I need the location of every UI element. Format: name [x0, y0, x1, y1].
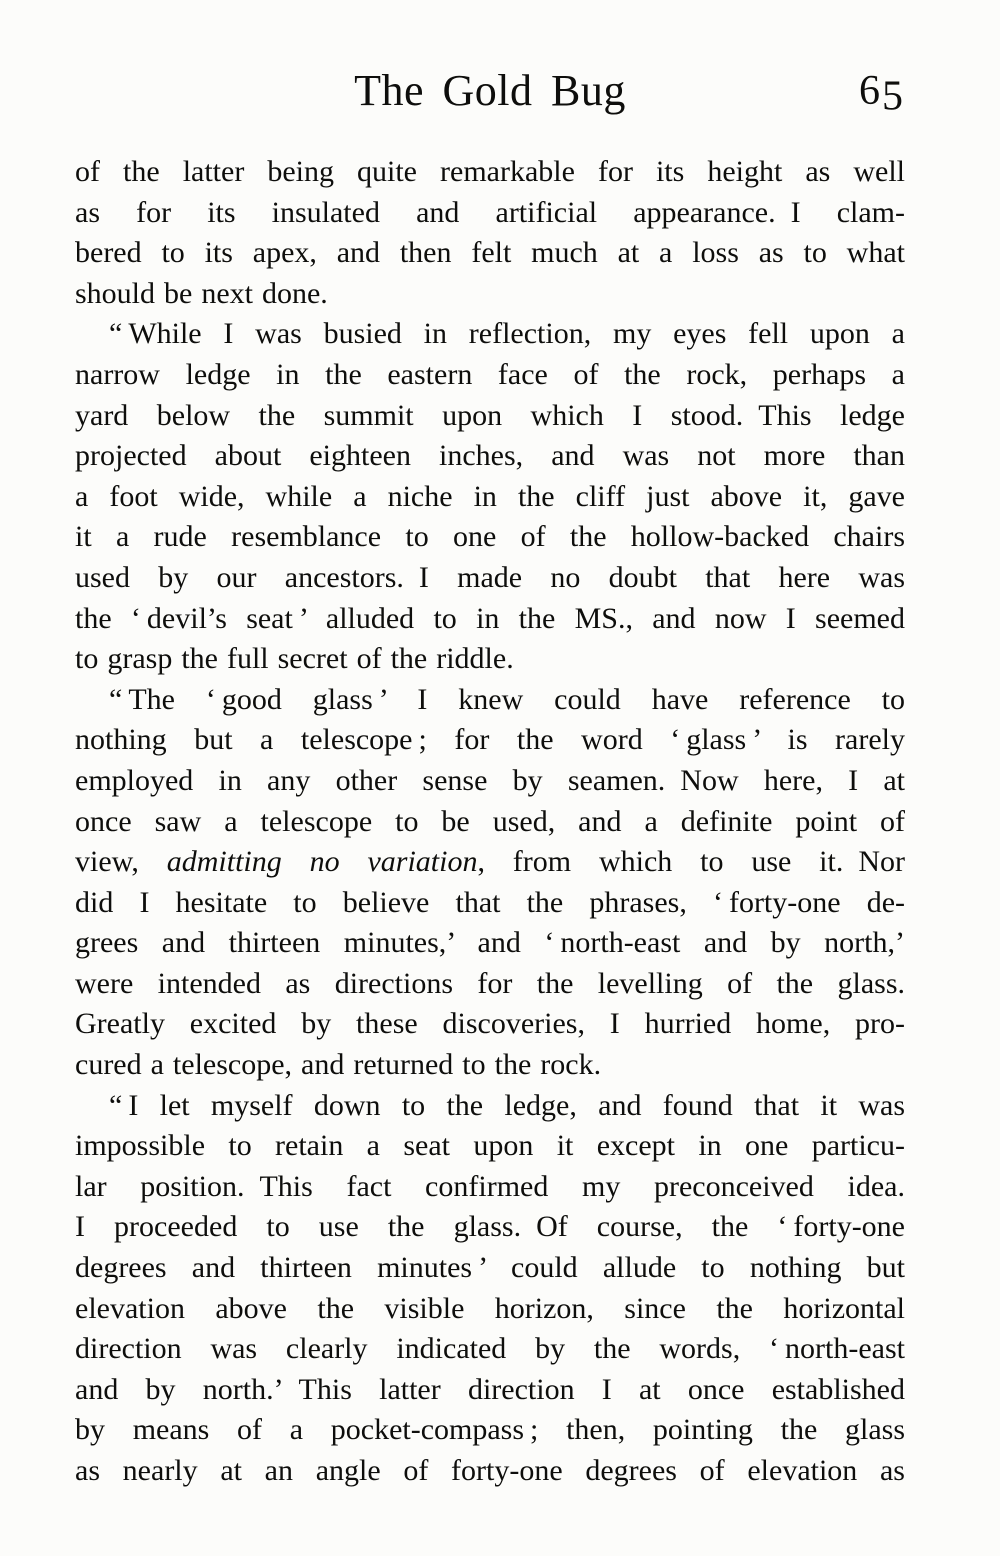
text-segment: by means of a pocket-compass ; then, pointing the glass — [75, 1413, 905, 1447]
text-line — [75, 1045, 905, 1086]
text-segment: the ‘ devil’s seat ’ alluded to in the MS., and now I seemed — [75, 601, 905, 635]
text-segment: as nearly at an angle of forty-one degrees of elevation as — [75, 1454, 905, 1487]
page-number — [859, 62, 905, 120]
paragraph — [75, 680, 905, 1086]
page-number-digit: 5 — [882, 73, 905, 120]
text-segment: to grasp the full secret of the riddle. — [75, 642, 514, 676]
text-line — [75, 1289, 905, 1330]
text-segment: lar position. This fact confirmed my preconceived idea. — [75, 1169, 905, 1203]
text-segment: and by north.’ This latter direction I at once established — [75, 1372, 905, 1406]
text-line — [75, 314, 905, 355]
text-segment: narrow ledge in the eastern face of the rock, perhaps a — [75, 357, 905, 391]
italic-phrase: admitting no variation — [166, 845, 478, 879]
text-segment: as for its insulated and artificial appearance. I clam- — [75, 195, 905, 229]
text-segment: a foot wide, while a niche in the cliff just above it, gave — [75, 479, 905, 513]
text-segment: direction was clearly indicated by the words, ‘ north-east — [75, 1332, 905, 1366]
text-segment: of the latter being quite remarkable for its height as well — [75, 155, 905, 188]
text-segment: were intended as directions for the levelling of the glass. — [75, 966, 905, 1000]
paragraph — [75, 152, 905, 314]
text-segment: yard below the summit upon which I stood. This ledge — [75, 398, 905, 432]
text-line — [75, 274, 905, 315]
page-header — [75, 0, 905, 120]
text-line — [75, 193, 905, 234]
text-line — [75, 1086, 905, 1127]
text-segment: Greatly excited by these discoveries, I hurried home, pro- — [75, 1007, 905, 1041]
text-line — [75, 1370, 905, 1411]
text-line — [75, 964, 905, 1005]
text-segment: cured a telescope, and returned to the rock. — [75, 1048, 602, 1082]
text-line — [75, 1248, 905, 1289]
text-line — [75, 355, 905, 396]
text-line — [75, 802, 905, 843]
text-line — [75, 1167, 905, 1208]
text-segment: , from which to use it. Nor — [477, 845, 905, 879]
text-segment: once saw a telescope to be used, and a definite point of — [75, 804, 905, 838]
text-segment: nothing but a telescope ; for the word ‘ glass ’ is rarely — [75, 723, 905, 757]
text-segment: I proceeded to use the glass. Of course, the ‘ forty-one — [75, 1210, 905, 1244]
text-segment: degrees and thirteen minutes ’ could allude to nothing but — [75, 1251, 905, 1285]
text-line — [75, 1329, 905, 1370]
text-line — [75, 233, 905, 274]
paragraph — [75, 1086, 905, 1492]
text-line — [75, 517, 905, 558]
text-segment: “ While I was busied in reflection, my eyes fell upon a — [109, 317, 905, 351]
text-segment: elevation above the visible horizon, since the horizontal — [75, 1291, 905, 1325]
text-segment: “ The ‘ good glass ’ I knew could have reference to — [109, 682, 905, 716]
text-line — [75, 842, 905, 883]
text-segment: employed in any other sense by seamen. Now here, I at — [75, 763, 905, 797]
text-line — [75, 761, 905, 802]
text-segment: view, — [75, 845, 167, 879]
text-segment: grees and thirteen minutes,’ and ‘ north-east and by north,’ — [75, 926, 905, 960]
text-line — [75, 477, 905, 518]
running-title: The Gold Bug — [354, 66, 626, 115]
text-line — [75, 396, 905, 437]
paragraph — [75, 314, 905, 679]
text-line — [75, 599, 905, 640]
text-line — [75, 883, 905, 924]
text-line — [75, 1004, 905, 1045]
text-segment: used by our ancestors. I made no doubt that here was — [75, 560, 905, 594]
text-line — [75, 558, 905, 599]
text-line — [75, 152, 905, 193]
text-segment: “ I let myself down to the ledge, and found that it was — [109, 1088, 905, 1122]
text-line — [75, 436, 905, 477]
text-segment: projected about eighteen inches, and was not more than — [75, 439, 905, 473]
text-line — [75, 1126, 905, 1167]
text-segment: should be next done. — [75, 276, 328, 310]
text-line — [75, 923, 905, 964]
text-line — [75, 1451, 905, 1492]
text-line — [75, 1207, 905, 1248]
text-segment: impossible to retain a seat upon it except in one particu- — [75, 1129, 905, 1163]
text-line — [75, 720, 905, 761]
text-segment: did I hesitate to believe that the phrases, ‘ forty-one de- — [75, 885, 905, 919]
page-number-digit: 6 — [859, 68, 882, 114]
text-line — [75, 1410, 905, 1451]
page-body — [75, 152, 905, 1492]
text-segment: it a rude resemblance to one of the hollow-backed chairs — [75, 520, 905, 554]
text-line — [75, 639, 905, 680]
text-segment: bered to its apex, and then felt much at a loss as to what — [75, 236, 905, 270]
text-line — [75, 680, 905, 721]
